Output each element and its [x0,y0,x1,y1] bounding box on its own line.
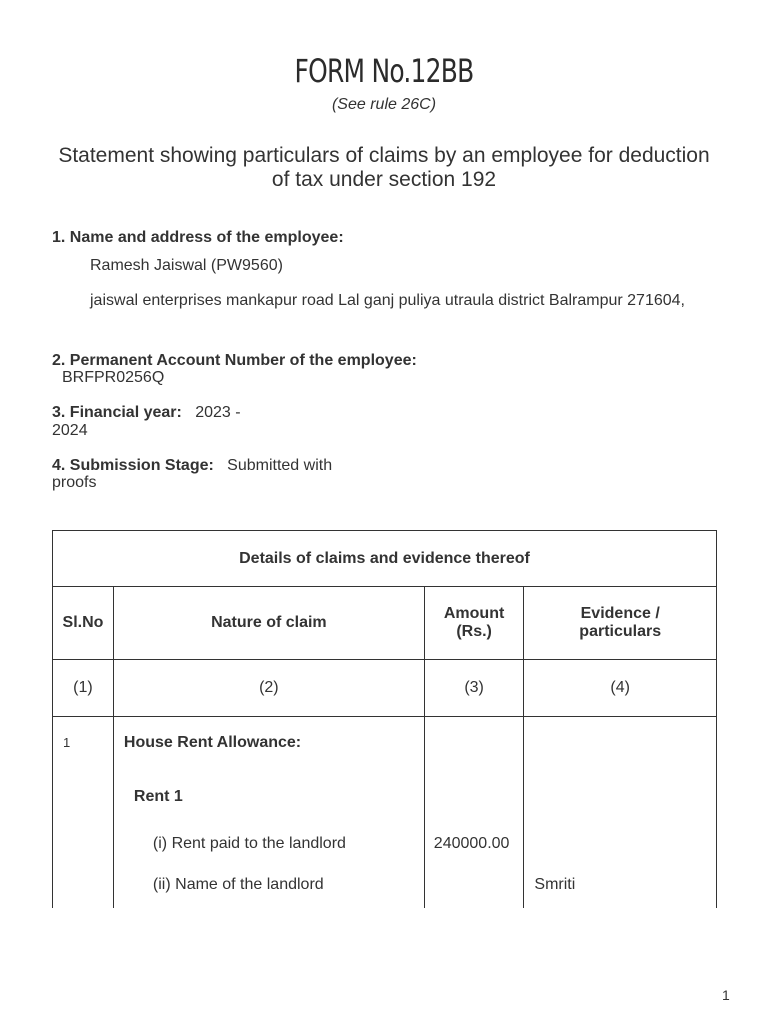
form-title: FORM No.12BB [294,52,474,90]
fy-value-2: 2024 [52,422,88,439]
row1-claim: House Rent Allowance: [123,734,302,751]
row1-item2-evidence: Smriti [534,876,576,893]
col-number-1: (1) [53,660,114,717]
col-number-4: (4) [524,660,717,717]
row1-item1-amount: 240000.00 [433,835,510,852]
header-slno: Sl.No [53,587,114,660]
row1-claim-cell [113,717,424,909]
form-subtitle: (See rule 26C) [331,96,437,113]
header-evidence: Evidence / particulars [524,587,717,660]
fy-value-1: 2023 - [195,404,241,421]
row1-item2: (ii) Name of the landlord [152,876,324,893]
row1-rent-label: Rent 1 [133,788,183,805]
employee-name: Ramesh Jaiswal (PW9560) [90,257,283,274]
pan-value: BRFPR0256Q [62,369,165,386]
stage-label: 4. Submission Stage: [52,457,214,474]
table-caption: Details of claims and evidence thereof [53,531,717,587]
submission-stage [52,457,332,475]
row1-item1: (i) Rent paid to the landlord [152,835,346,852]
header-amount: Amount (Rs.) [424,587,524,660]
header-nature-of-claim: Nature of claim [113,587,424,660]
claims-table [52,530,717,908]
pan-label: 2. Permanent Account Number of the employee: [52,352,417,369]
row1-evidence-cell [524,717,717,909]
financial-year [52,404,241,422]
form-heading: Statement showing particulars of claims by an employee for deduction of tax under section 192 [58,144,710,191]
employee-address: jaiswal enterprises mankapur road Lal ganj puliya utraula district Balrampur 271604, [90,292,685,309]
fy-label: 3. Financial year: [52,404,182,421]
stage-value-2: proofs [52,474,97,491]
table-row [53,717,717,909]
row1-sl: 1 [63,735,71,750]
row1-sl-cell [53,717,114,909]
stage-value-1: Submitted with [227,457,333,474]
col-number-3: (3) [424,660,524,717]
page-number: 1 [722,987,730,1003]
col-number-2: (2) [113,660,424,717]
row1-amount-cell [424,717,524,909]
name-label: 1. Name and address of the employee: [52,229,344,246]
